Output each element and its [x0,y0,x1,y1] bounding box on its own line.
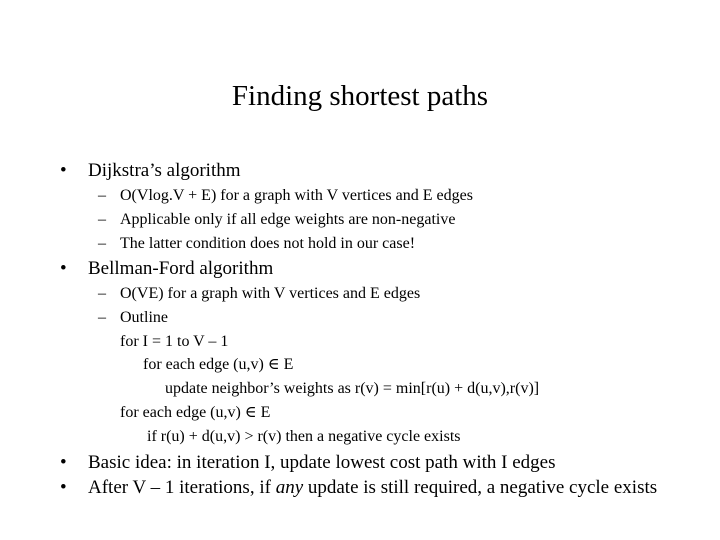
after-text-end: update is still required, a negative cycle exists [303,477,658,498]
pseudocode-line: for I = 1 to V – 1 [120,333,229,350]
dash-icon: – [98,309,106,326]
dash-icon: – [98,211,106,228]
bellman-ford-point: O(VE) for a graph with V vertices and E edges [120,285,421,302]
after-text-start: After V – 1 iterations, if [88,477,276,498]
pseudocode-line: if r(u) + d(u,v) > r(v) then a negative cycle exists [147,428,461,445]
dijkstra-point: O(Vlog.V + E) for a graph with V vertices and E edges [120,187,473,204]
pseudocode-line: for each edge (u,v) ∈ E [120,404,271,421]
dash-icon: – [98,235,106,252]
basic-idea-text: Basic idea: in iteration I, update lowest cost path with I edges [88,452,556,473]
dash-icon: – [98,187,106,204]
dash-icon: – [98,285,106,302]
after-iterations-text [88,477,668,499]
bullet-icon: • [60,258,67,279]
bullet-icon: • [60,477,67,498]
pseudocode-line: for each edge (u,v) ∈ E [143,356,294,373]
dijkstra-point: Applicable only if all edge weights are non-negative [120,211,456,228]
dijkstra-heading: Dijkstra’s algorithm [88,160,241,181]
bellman-ford-point: Outline [120,309,168,326]
bellman-ford-heading: Bellman-Ford algorithm [88,258,274,279]
slide-title: Finding shortest paths [231,80,489,112]
dijkstra-point: The latter condition does not hold in our case! [120,235,416,252]
pseudocode-line: update neighbor’s weights as r(v) = min[r(u) + d(u,v),r(v)] [165,380,540,397]
bullet-icon: • [60,160,67,181]
bullet-icon: • [60,452,67,473]
after-text-emphasis: any [275,477,304,498]
